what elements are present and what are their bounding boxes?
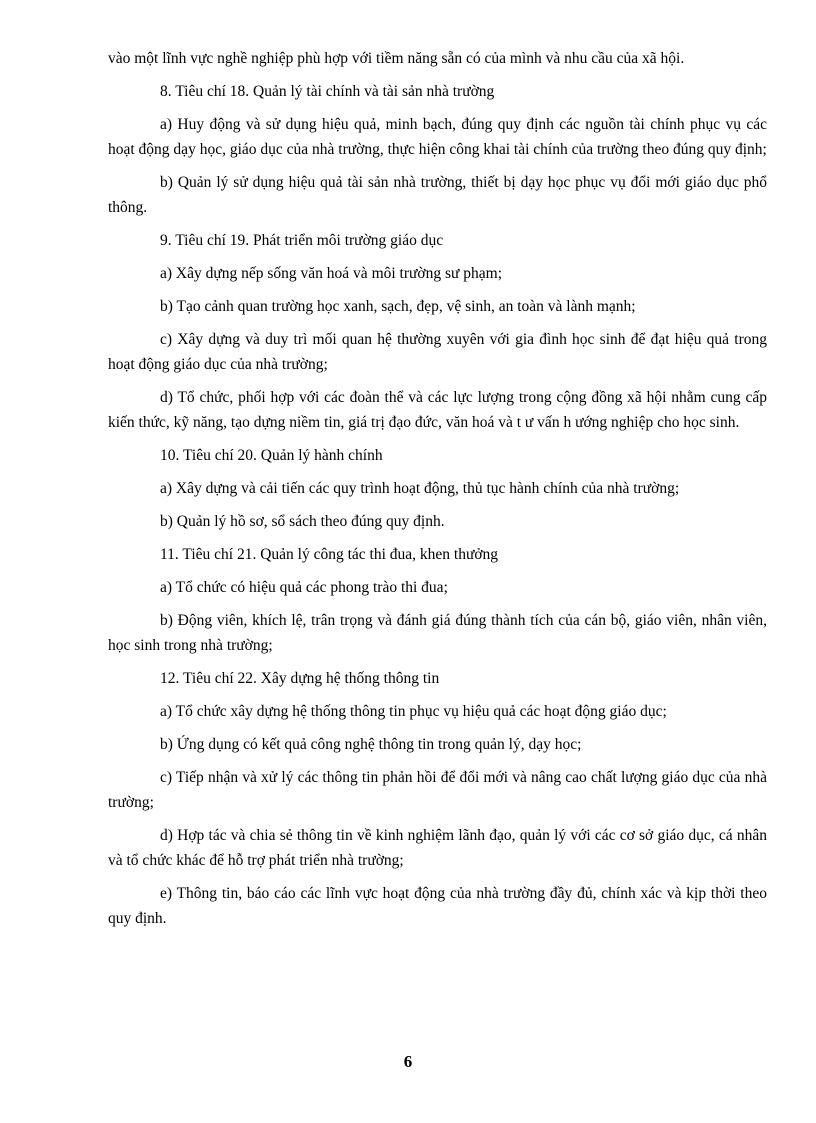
criterion-19-item-d: d) Tổ chức, phối hợp với các đoàn thể và các lực lượng trong cộng đồng xã hội nhằm cung cấp kiến thức, kỹ năng, tạo dựng niềm tin, giá trị đạo đức, văn hoá và t ư vấn h ướng nghiệp cho học sinh. xyxy=(108,389,767,431)
criterion-21-item-b: b) Động viên, khích lệ, trân trọng và đánh giá đúng thành tích của cán bộ, giáo viên, nhân viên, học sinh trong nhà trường; xyxy=(108,612,767,654)
criterion-19-item-c: c) Xây dựng và duy trì mối quan hệ thường xuyên với gia đình học sinh để đạt hiệu quả trong hoạt động giáo dục của nhà trường; xyxy=(108,331,767,373)
criterion-18-item-a: a) Huy động và sử dụng hiệu quả, minh bạch, đúng quy định các nguồn tài chính phục vụ các hoạt động dạy học, giáo dục của nhà trường, thực hiện công khai tài chính của trường theo đúng quy định; xyxy=(108,116,767,158)
criterion-20-item-b: b) Quản lý hồ sơ, sổ sách theo đúng quy định. xyxy=(160,513,445,530)
criterion-20-heading: 10. Tiêu chí 20. Quản lý hành chính xyxy=(160,447,383,464)
criterion-22-item-b: b) Ứng dụng có kết quả công nghệ thông tin trong quản lý, dạy học; xyxy=(160,736,582,753)
criterion-18-heading: 8. Tiêu chí 18. Quản lý tài chính và tài sản nhà trường xyxy=(160,83,495,100)
criterion-19-heading: 9. Tiêu chí 19. Phát triển môi trường giáo dục xyxy=(160,232,444,249)
criterion-22-item-c: c) Tiếp nhận và xử lý các thông tin phản hồi để đổi mới và nâng cao chất lượng giáo dục của nhà trường; xyxy=(108,769,767,811)
criterion-21-heading: 11. Tiêu chí 21. Quản lý công tác thi đua, khen thưởng xyxy=(160,546,499,563)
criterion-21-item-a: a) Tổ chức có hiệu quả các phong trào thi đua; xyxy=(160,579,448,596)
criterion-22-item-a: a) Tổ chức xây dựng hệ thống thông tin phục vụ hiệu quả các hoạt động giáo dục; xyxy=(160,703,667,720)
criterion-22-heading: 12. Tiêu chí 22. Xây dựng hệ thống thông tin xyxy=(160,670,440,687)
criterion-22-item-d: d) Hợp tác và chia sẻ thông tin về kinh nghiệm lãnh đạo, quản lý với các cơ sở giáo dục, cá nhân và tổ chức khác để hỗ trợ phát triển nhà trường; xyxy=(108,827,767,869)
criterion-19-item-a: a) Xây dựng nếp sống văn hoá và môi trường sư phạm; xyxy=(160,265,503,282)
criterion-22-item-e: e) Thông tin, báo cáo các lĩnh vực hoạt động của nhà trường đầy đủ, chính xác và kịp thời theo quy định. xyxy=(108,885,767,927)
document-body xyxy=(108,46,767,939)
page-number: 6 xyxy=(403,1052,413,1071)
criterion-20-item-a: a) Xây dựng và cải tiến các quy trình hoạt động, thủ tục hành chính của nhà trường; xyxy=(160,480,680,497)
criterion-18-item-b: b) Quản lý sử dụng hiệu quả tài sản nhà trường, thiết bị dạy học phục vụ đổi mới giáo dục phổ thông. xyxy=(108,174,767,216)
paragraph-continuation: vào một lĩnh vực nghề nghiệp phù hợp với tiềm năng sẵn có của mình và nhu cầu của xã hội. xyxy=(108,50,685,67)
criterion-19-item-b: b) Tạo cảnh quan trường học xanh, sạch, đẹp, vệ sinh, an toàn và lành mạnh; xyxy=(160,298,636,315)
